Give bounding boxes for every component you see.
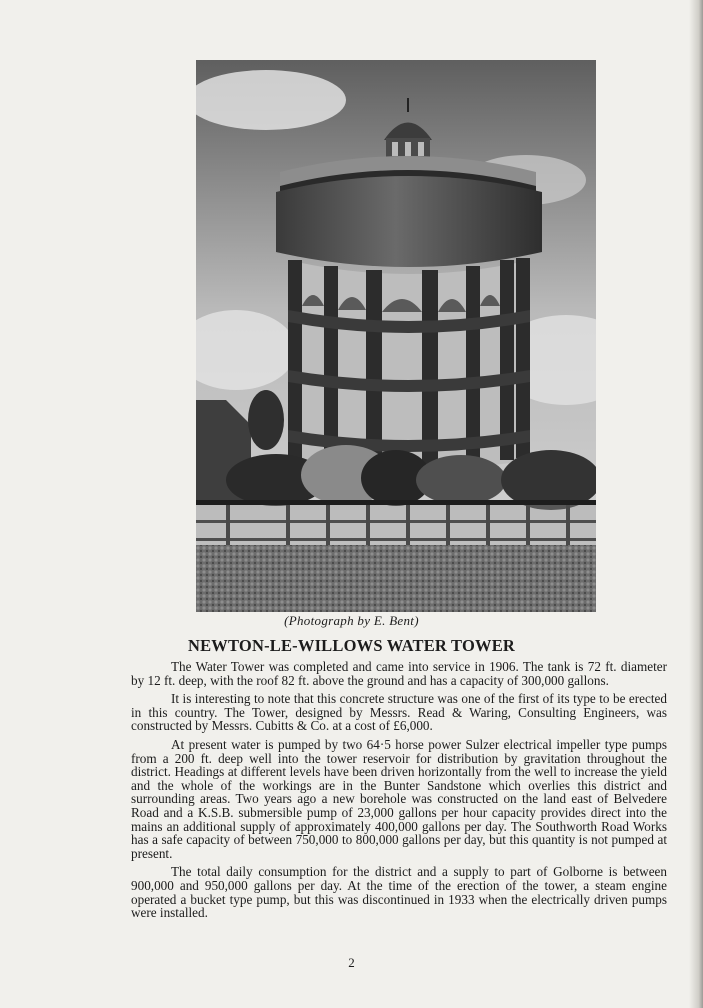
- page-title: NEWTON-LE-WILLOWS WATER TOWER: [187, 636, 516, 655]
- paragraph: The total daily consumption for the district and a supply to part of Golborne is between 900,000 and 950,000 gallons per day. At the time of the erection of the tower, a steam engine operated a bucket type pump, but this was discontinued in 1933 when the electrically driven pumps were installed.: [131, 864, 667, 921]
- water-tower-photograph: [196, 60, 596, 612]
- paragraph: It is interesting to note that this concrete structure was one of the first of its type to be erected in this country. The Tower, designed by Messrs. Read & Waring, Consulting Engineers, was constructed by Messrs. Cubitts & Co. at a cost of £6,000.: [131, 691, 667, 734]
- article-body: [131, 660, 667, 925]
- photo-caption: (Photograph by E. Bent): [284, 613, 419, 628]
- paragraph: The Water Tower was completed and came into service in 1906. The tank is 72 ft. diameter by 12 ft. deep, with the roof 82 ft. above the ground and has a capacity of 300,000 gallons.: [131, 659, 667, 688]
- paragraph: At present water is pumped by two 64·5 horse power Sulzer electrical impeller type pumps from a 200 ft. deep well into the tower reservoir for distribution by gravitation throughout the district. Headings at different levels have been driven horizontally from the well to increase the yield and the whole of the workings are in the Bunter Sandstone which overlies this district and surrounding areas. Two years ago a new borehole was constructed on the land east of Belvedere Road and a K.S.B. submersible pump of 23,000 gallons per hour capacity provides direct into the mains an additional supply of approximately 400,000 gallons per day. The Southworth Road Works has a safe capacity of between 750,000 to 800,000 gallons per day, but this quantity is not pumped at present.: [131, 736, 667, 861]
- page-number: 2: [348, 955, 355, 970]
- page-edge-shadow: [689, 0, 703, 1008]
